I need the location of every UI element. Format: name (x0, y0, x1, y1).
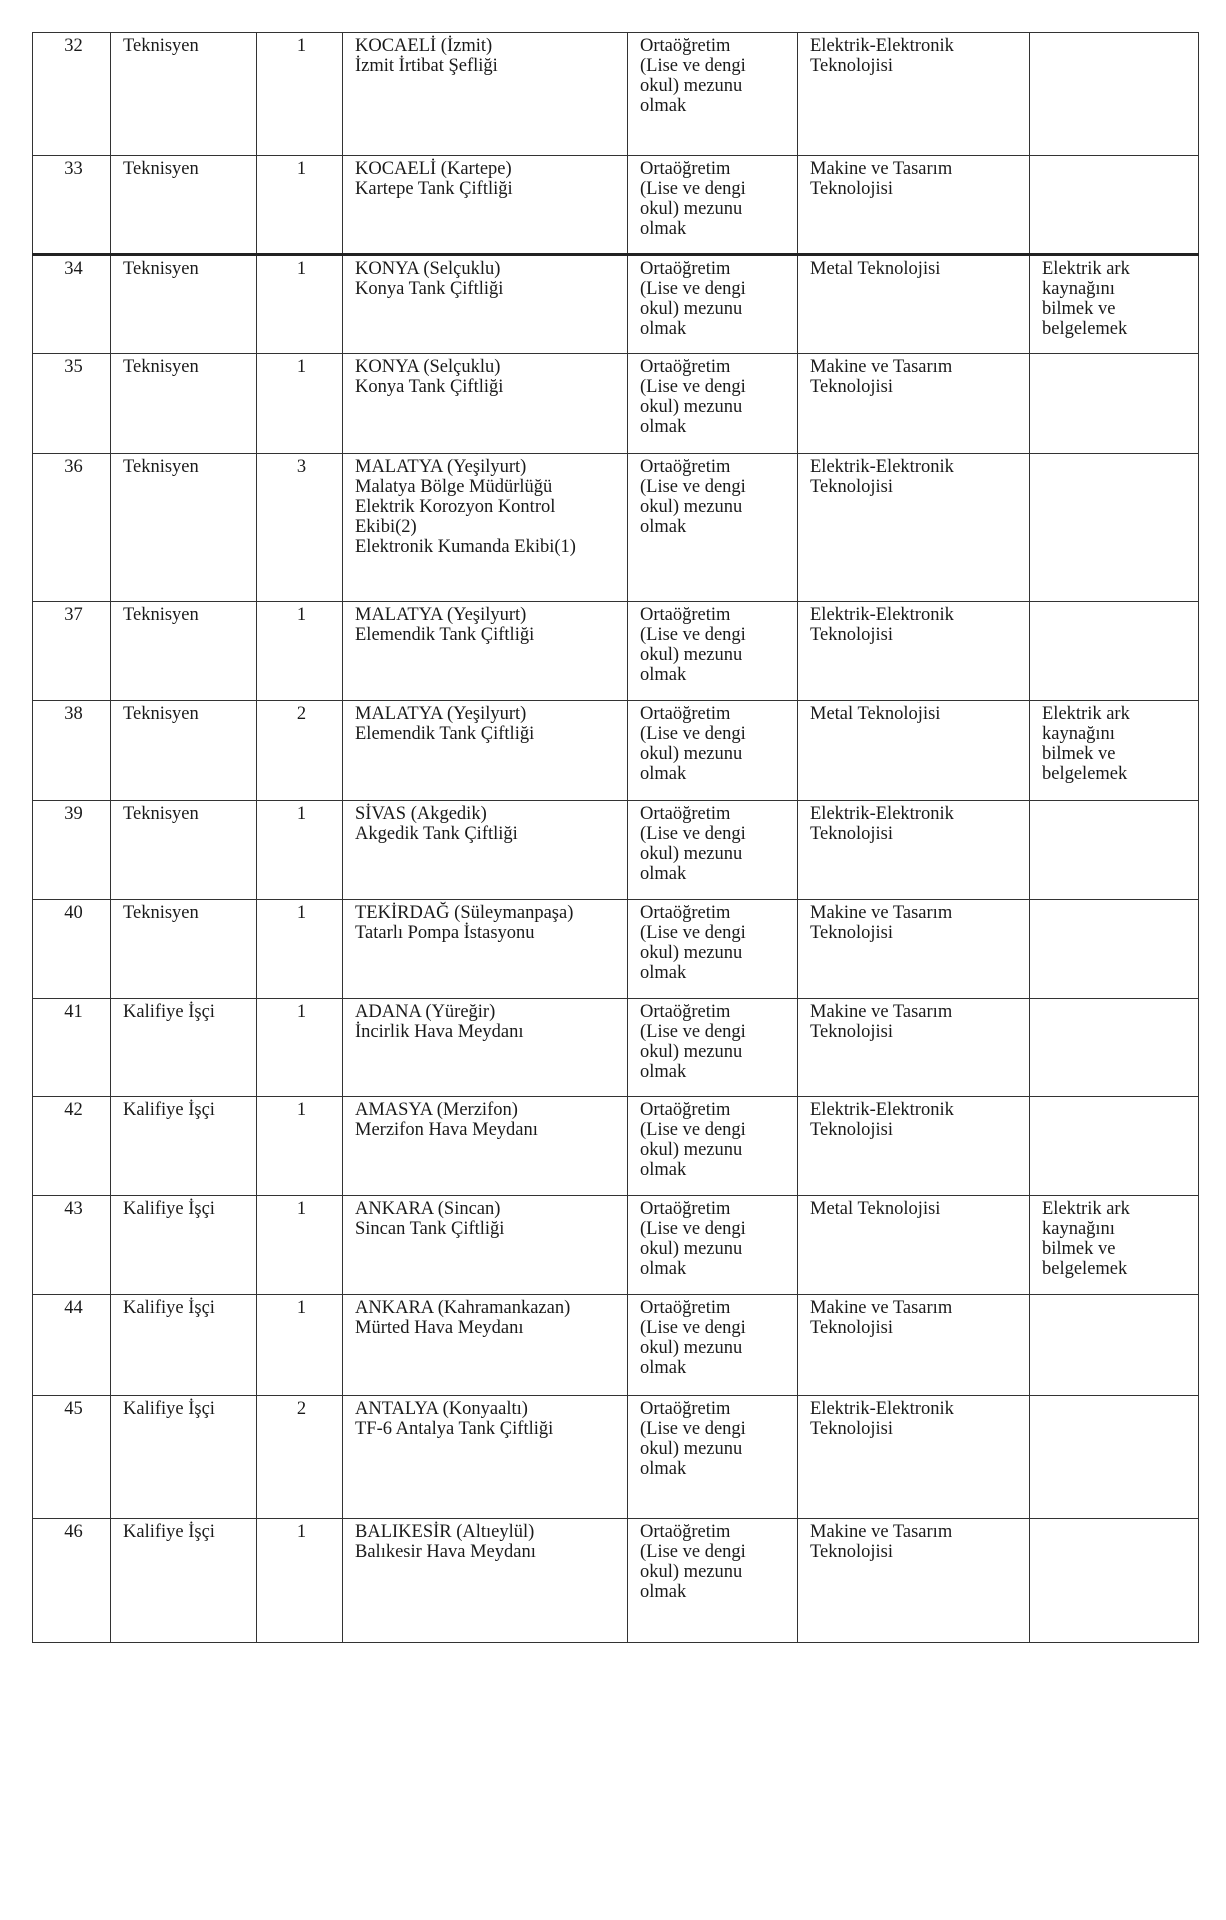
position-title-cell: Kalifiye İşçi (111, 1097, 257, 1196)
education-cell: Ortaöğretim (Lise ve dengi okul) mezunu olmak (628, 354, 798, 454)
position-count-cell: 3 (257, 454, 343, 602)
extra-requirement-cell (1030, 354, 1199, 454)
extra-requirement-cell (1030, 1097, 1199, 1196)
row-number-cell: 37 (33, 602, 111, 701)
row-number-cell: 38 (33, 701, 111, 801)
education-cell: Ortaöğretim (Lise ve dengi okul) mezunu olmak (628, 602, 798, 701)
extra-requirement-cell: Elektrik ark kaynağını bilmek ve belgelemek (1030, 255, 1199, 354)
positions-table (32, 32, 1199, 1643)
position-count-cell: 1 (257, 801, 343, 900)
location-cell: BALIKESİR (Altıeylül) Balıkesir Hava Meydanı (343, 1519, 628, 1643)
field-cell: Elektrik-Elektronik Teknolojisi (798, 801, 1030, 900)
extra-requirement-cell (1030, 33, 1199, 156)
position-title-cell: Teknisyen (111, 900, 257, 999)
field-cell: Metal Teknolojisi (798, 255, 1030, 354)
extra-requirement-cell (1030, 1295, 1199, 1396)
education-cell: Ortaöğretim (Lise ve dengi okul) mezunu olmak (628, 33, 798, 156)
table-row (33, 602, 1199, 701)
table-row (33, 1396, 1199, 1519)
location-cell: SİVAS (Akgedik) Akgedik Tank Çiftliği (343, 801, 628, 900)
location-cell: MALATYA (Yeşilyurt) Malatya Bölge Müdürlüğü Elektrik Korozyon Kontrol Ekibi(2) Elektronik Kumanda Ekibi(1) (343, 454, 628, 602)
position-count-cell: 1 (257, 255, 343, 354)
education-cell: Ortaöğretim (Lise ve dengi okul) mezunu olmak (628, 999, 798, 1097)
location-cell: KOCAELİ (İzmit) İzmit İrtibat Şefliği (343, 33, 628, 156)
position-title-cell: Kalifiye İşçi (111, 1196, 257, 1295)
extra-requirement-cell (1030, 801, 1199, 900)
field-cell: Metal Teknolojisi (798, 701, 1030, 801)
education-cell: Ortaöğretim (Lise ve dengi okul) mezunu olmak (628, 156, 798, 255)
extra-requirement-cell (1030, 999, 1199, 1097)
location-cell: MALATYA (Yeşilyurt) Elemendik Tank Çiftliği (343, 602, 628, 701)
field-cell: Elektrik-Elektronik Teknolojisi (798, 1396, 1030, 1519)
field-cell: Metal Teknolojisi (798, 1196, 1030, 1295)
extra-requirement-cell (1030, 602, 1199, 701)
education-cell: Ortaöğretim (Lise ve dengi okul) mezunu olmak (628, 1396, 798, 1519)
field-cell: Makine ve Tasarım Teknolojisi (798, 354, 1030, 454)
position-count-cell: 1 (257, 1196, 343, 1295)
education-cell: Ortaöğretim (Lise ve dengi okul) mezunu olmak (628, 900, 798, 999)
position-count-cell: 1 (257, 156, 343, 255)
row-number-cell: 40 (33, 900, 111, 999)
position-count-cell: 1 (257, 1295, 343, 1396)
education-cell: Ortaöğretim (Lise ve dengi okul) mezunu olmak (628, 454, 798, 602)
row-number-cell: 46 (33, 1519, 111, 1643)
position-title-cell: Teknisyen (111, 156, 257, 255)
table-row (33, 156, 1199, 255)
field-cell: Elektrik-Elektronik Teknolojisi (798, 602, 1030, 701)
position-title-cell: Teknisyen (111, 354, 257, 454)
position-title-cell: Kalifiye İşçi (111, 1519, 257, 1643)
table-row (33, 999, 1199, 1097)
field-cell: Makine ve Tasarım Teknolojisi (798, 999, 1030, 1097)
table-row (33, 701, 1199, 801)
row-number-cell: 43 (33, 1196, 111, 1295)
row-number-cell: 34 (33, 255, 111, 354)
position-count-cell: 1 (257, 1519, 343, 1643)
education-cell: Ortaöğretim (Lise ve dengi okul) mezunu olmak (628, 801, 798, 900)
table-row (33, 900, 1199, 999)
field-cell: Elektrik-Elektronik Teknolojisi (798, 454, 1030, 602)
field-cell: Elektrik-Elektronik Teknolojisi (798, 33, 1030, 156)
row-number-cell: 42 (33, 1097, 111, 1196)
extra-requirement-cell (1030, 156, 1199, 255)
education-cell: Ortaöğretim (Lise ve dengi okul) mezunu olmak (628, 1295, 798, 1396)
table-row (33, 1196, 1199, 1295)
table-row (33, 454, 1199, 602)
table-row (33, 801, 1199, 900)
position-title-cell: Teknisyen (111, 33, 257, 156)
field-cell: Elektrik-Elektronik Teknolojisi (798, 1097, 1030, 1196)
extra-requirement-cell: Elektrik ark kaynağını bilmek ve belgelemek (1030, 1196, 1199, 1295)
position-title-cell: Kalifiye İşçi (111, 999, 257, 1097)
location-cell: TEKİRDAĞ (Süleymanpaşa) Tatarlı Pompa İstasyonu (343, 900, 628, 999)
position-title-cell: Teknisyen (111, 255, 257, 354)
location-cell: KONYA (Selçuklu) Konya Tank Çiftliği (343, 255, 628, 354)
position-count-cell: 1 (257, 602, 343, 701)
location-cell: ANKARA (Sincan) Sincan Tank Çiftliği (343, 1196, 628, 1295)
position-title-cell: Kalifiye İşçi (111, 1396, 257, 1519)
location-cell: ANKARA (Kahramankazan) Mürted Hava Meydanı (343, 1295, 628, 1396)
row-number-cell: 36 (33, 454, 111, 602)
position-count-cell: 1 (257, 999, 343, 1097)
positions-table-body (33, 33, 1199, 1643)
table-row (33, 33, 1199, 156)
row-number-cell: 32 (33, 33, 111, 156)
education-cell: Ortaöğretim (Lise ve dengi okul) mezunu olmak (628, 1519, 798, 1643)
field-cell: Makine ve Tasarım Teknolojisi (798, 900, 1030, 999)
row-number-cell: 44 (33, 1295, 111, 1396)
position-count-cell: 1 (257, 354, 343, 454)
field-cell: Makine ve Tasarım Teknolojisi (798, 1295, 1030, 1396)
location-cell: ANTALYA (Konyaaltı) TF-6 Antalya Tank Çiftliği (343, 1396, 628, 1519)
extra-requirement-cell (1030, 1519, 1199, 1643)
position-title-cell: Teknisyen (111, 602, 257, 701)
row-number-cell: 41 (33, 999, 111, 1097)
education-cell: Ortaöğretim (Lise ve dengi okul) mezunu olmak (628, 1196, 798, 1295)
location-cell: AMASYA (Merzifon) Merzifon Hava Meydanı (343, 1097, 628, 1196)
location-cell: KOCAELİ (Kartepe) Kartepe Tank Çiftliği (343, 156, 628, 255)
location-cell: ADANA (Yüreğir) İncirlik Hava Meydanı (343, 999, 628, 1097)
position-count-cell: 1 (257, 33, 343, 156)
row-number-cell: 45 (33, 1396, 111, 1519)
extra-requirement-cell (1030, 454, 1199, 602)
extra-requirement-cell (1030, 1396, 1199, 1519)
row-number-cell: 39 (33, 801, 111, 900)
position-title-cell: Teknisyen (111, 701, 257, 801)
position-count-cell: 2 (257, 701, 343, 801)
row-number-cell: 35 (33, 354, 111, 454)
extra-requirement-cell (1030, 900, 1199, 999)
position-count-cell: 1 (257, 900, 343, 999)
table-row (33, 255, 1199, 354)
position-title-cell: Teknisyen (111, 454, 257, 602)
row-number-cell: 33 (33, 156, 111, 255)
location-cell: MALATYA (Yeşilyurt) Elemendik Tank Çiftliği (343, 701, 628, 801)
table-row (33, 354, 1199, 454)
location-cell: KONYA (Selçuklu) Konya Tank Çiftliği (343, 354, 628, 454)
position-count-cell: 1 (257, 1097, 343, 1196)
table-row (33, 1097, 1199, 1196)
position-title-cell: Teknisyen (111, 801, 257, 900)
education-cell: Ortaöğretim (Lise ve dengi okul) mezunu olmak (628, 255, 798, 354)
field-cell: Makine ve Tasarım Teknolojisi (798, 1519, 1030, 1643)
extra-requirement-cell: Elektrik ark kaynağını bilmek ve belgelemek (1030, 701, 1199, 801)
table-row (33, 1519, 1199, 1643)
position-count-cell: 2 (257, 1396, 343, 1519)
education-cell: Ortaöğretim (Lise ve dengi okul) mezunu olmak (628, 701, 798, 801)
position-title-cell: Kalifiye İşçi (111, 1295, 257, 1396)
education-cell: Ortaöğretim (Lise ve dengi okul) mezunu olmak (628, 1097, 798, 1196)
field-cell: Makine ve Tasarım Teknolojisi (798, 156, 1030, 255)
table-row (33, 1295, 1199, 1396)
